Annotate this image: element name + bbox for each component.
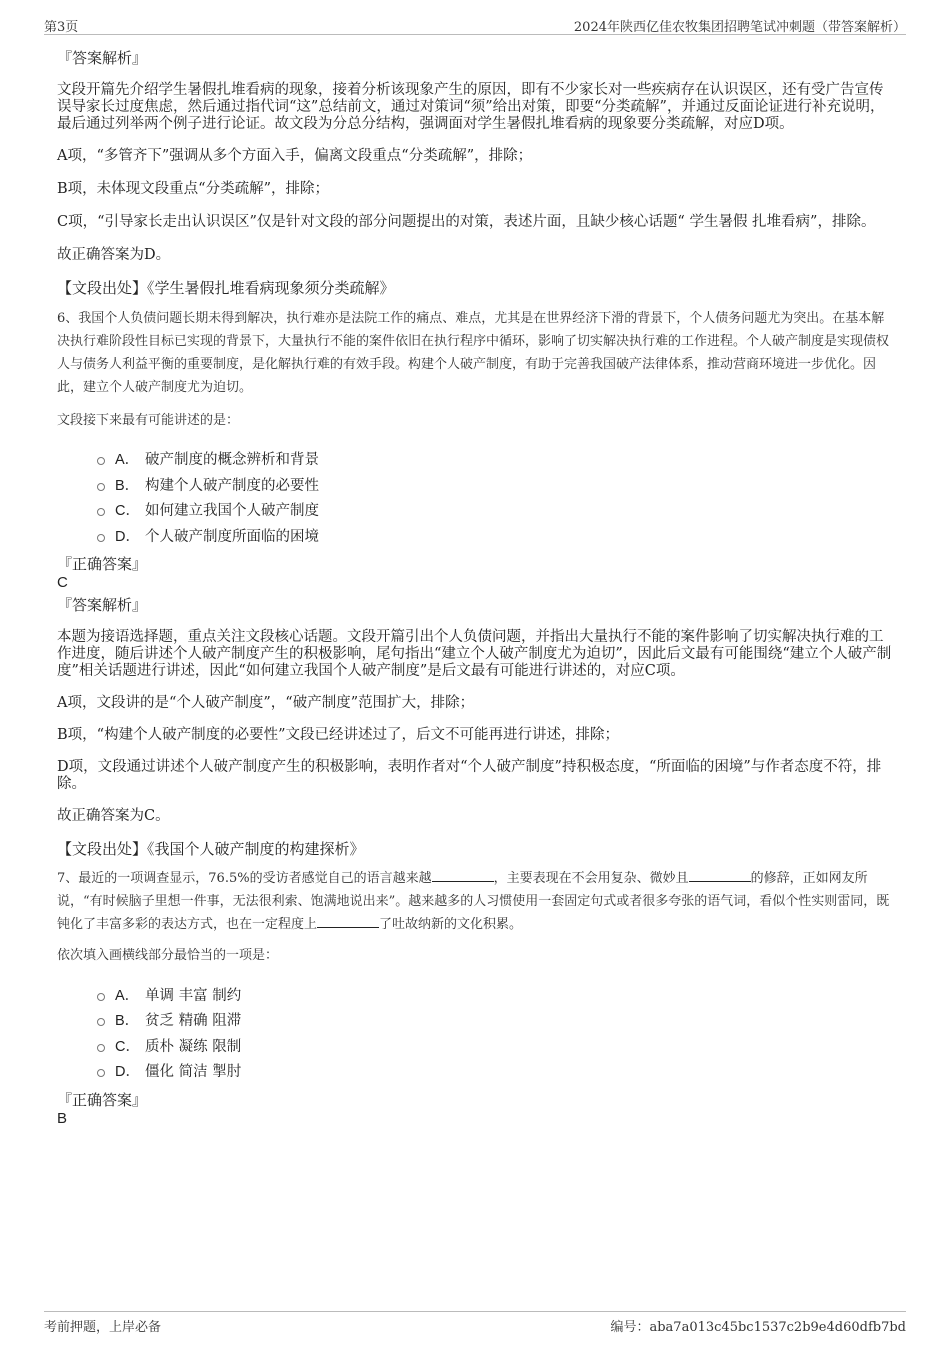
q7-stem-part-1: 7、最近的一项调查显示，76.5%的受访者感觉自己的语言越来越 <box>57 871 432 887</box>
option-letter: B． <box>115 477 140 494</box>
document-title: 2024年陕西亿佳农牧集团招聘笔试冲刺题（带答案解析） <box>573 20 906 35</box>
q6-source: 【文段出处】《我国个人破产制度的构建探析》 <box>57 840 365 859</box>
q7-option-d[interactable] <box>97 1058 893 1084</box>
option-letter: C． <box>115 503 140 520</box>
q7-stem-part-3: 的修辞，正如网友所说，“有时候脑子里想一件事，无法很利索、饱满地说出来”。越来越多的人习惯使用一套固定句式或者很多夸张的语气词，看似个性实则雷同，既钝化了丰富多彩的表达方式，也在一定程度上 <box>57 871 890 933</box>
fill-in-blank-3 <box>317 915 379 928</box>
q5-analysis-label: 『答案解析』 <box>57 49 148 67</box>
option-text: 个人破产制度所面临的困境 <box>145 529 319 546</box>
q6-answer-label: 『正确答案』 <box>57 555 148 574</box>
option-text: 质朴 凝练 限制 <box>145 1038 242 1055</box>
option-letter: A． <box>115 452 140 469</box>
q6-option-b[interactable] <box>97 472 893 498</box>
option-text: 破产制度的概念辨析和背景 <box>145 452 319 469</box>
radio-icon[interactable] <box>97 993 105 1001</box>
option-letter: B． <box>115 1013 140 1030</box>
q5-source: 【文段出处】《学生暑假扎堆看病现象须分类疏解》 <box>57 279 395 297</box>
q5-analysis-c: C项，“引导家长走出认识误区”仅是针对文段的部分问题提出的对策，表述片面，且缺少核心话题“ 学生暑假 扎堆看病”，排除。 <box>57 214 876 230</box>
radio-icon[interactable] <box>97 1018 105 1026</box>
option-text: 如何建立我国个人破产制度 <box>145 503 319 520</box>
q7-options <box>97 981 893 1083</box>
option-text: 贫乏 精确 阻滞 <box>145 1013 242 1030</box>
radio-icon[interactable] <box>97 508 105 516</box>
q7-option-a[interactable] <box>97 981 893 1007</box>
q6-prompt: 文段接下来最有可能讲述的是： <box>57 413 240 428</box>
q7-answer: B <box>57 1109 68 1127</box>
q7-stem-part-2: ，主要表现在不会用复杂、微妙且 <box>493 871 689 887</box>
q6-options <box>97 446 893 548</box>
q7-option-c[interactable] <box>97 1033 893 1059</box>
q7-option-b[interactable] <box>97 1007 893 1033</box>
q7-answer-label: 『正确答案』 <box>57 1090 148 1109</box>
q6-analysis-paragraph: 本题为接语选择题，重点关注文段核心话题。文段开篇引出个人负债问题，并指出大量执行不能的案件影响了切实解决执行难的工作进度，随后讲述个人破产制度产生的积极影响，尾句指出“建立个人破产制度尤为迫切”，因此后文最有可能围绕“建立个人破产制度”相关话题进行讲述，因此“如何建立我国个人破产制度”是后文最有可能进行讲述的，对应C项。 <box>57 629 892 680</box>
q5-analysis-a: A项，“多管齐下”强调从多个方面入手，偏离文段重点“分类疏解”，排除； <box>57 148 533 164</box>
q6-analysis-label: 『答案解析』 <box>57 596 148 615</box>
page-header <box>44 14 906 35</box>
fill-in-blank-1 <box>432 869 494 882</box>
q6-option-d[interactable] <box>97 523 893 549</box>
page-footer <box>44 1311 906 1334</box>
option-letter: A． <box>115 987 140 1004</box>
q6-analysis-d: D项，文段通过讲述个人破产制度产生的积极影响，表明作者对“个人破产制度”持积极态度，“所面临的困境”与作者态度不符，排除。 <box>57 759 882 793</box>
q6-option-c[interactable] <box>97 497 893 523</box>
fill-in-blank-2 <box>689 869 751 882</box>
q7-stem-part-4: 了吐故纳新的文化积累。 <box>379 917 523 933</box>
footer-slogan: 考前押题，上岸必备 <box>44 1320 162 1335</box>
q6-analysis-a: A项，文段讲的是“个人破产制度”，“破产制度”范围扩大，排除； <box>57 695 475 712</box>
radio-icon[interactable] <box>97 1044 105 1052</box>
option-letter: C． <box>115 1038 140 1055</box>
q6-stem: 6、我国个人负债问题长期未得到解决，执行难亦是法院工作的痛点、难点，尤其是在世界经济下滑的背景下，个人债务问题尤为突出。在基本解决执行难阶段性目标已实现的背景下，大量执行不能的案件依旧在执行程序中循环，影响了切实解决执行难的工作进程。个人破产制度是实现债权人与债务人利益平衡的重要制度，是化解执行难的有效手段。构建个人破产制度，有助于完善我国破产法律体系，推动营商环境进一步优化。因此，建立个人破产制度尤为迫切。 <box>57 311 890 395</box>
option-text: 单调 丰富 制约 <box>145 987 242 1004</box>
option-text: 僵化 简洁 掣肘 <box>145 1064 242 1081</box>
q6-option-a[interactable] <box>97 446 893 472</box>
radio-icon[interactable] <box>97 1069 105 1077</box>
q6-answer: C <box>57 574 68 592</box>
option-letter: D． <box>115 529 140 546</box>
q5-conclusion: 故正确答案为D。 <box>57 247 171 263</box>
option-text: 构建个人破产制度的必要性 <box>145 477 319 494</box>
radio-icon[interactable] <box>97 457 105 465</box>
radio-icon[interactable] <box>97 534 105 542</box>
q7-stem <box>57 867 893 936</box>
radio-icon[interactable] <box>97 483 105 491</box>
document-id: 编号：aba7a013c45bc1537c2b9e4d60dfb7bd <box>610 1320 906 1335</box>
q5-analysis-b: B项，未体现文段重点“分类疏解”，排除； <box>57 181 329 197</box>
option-letter: D． <box>115 1064 140 1081</box>
q5-analysis-paragraph: 文段开篇先介绍学生暑假扎堆看病的现象，接着分析该现象产生的原因，即有不少家长对一些疾病存在认识误区，还有受广告宣传误导家长过度焦虑，然后通过指代词“这”总结前文，通过对策词“须”给出对策，即要“分类疏解”，并通过反面论证进行补充说明，最后通过列举两个例子进行论证。故文段为分总分结构，强调面对学生暑假扎堆看病的现象要分类疏解，对应D项。 <box>57 82 885 132</box>
page-number: 第3页 <box>44 20 79 35</box>
q6-analysis-b: B项，“构建个人破产制度的必要性”文段已经讲述过了，后文不可能再进行讲述，排除； <box>57 727 619 744</box>
q6-conclusion: 故正确答案为C。 <box>57 808 170 825</box>
q7-prompt: 依次填入画横线部分最恰当的一项是： <box>57 948 279 964</box>
page-content <box>57 46 893 1127</box>
